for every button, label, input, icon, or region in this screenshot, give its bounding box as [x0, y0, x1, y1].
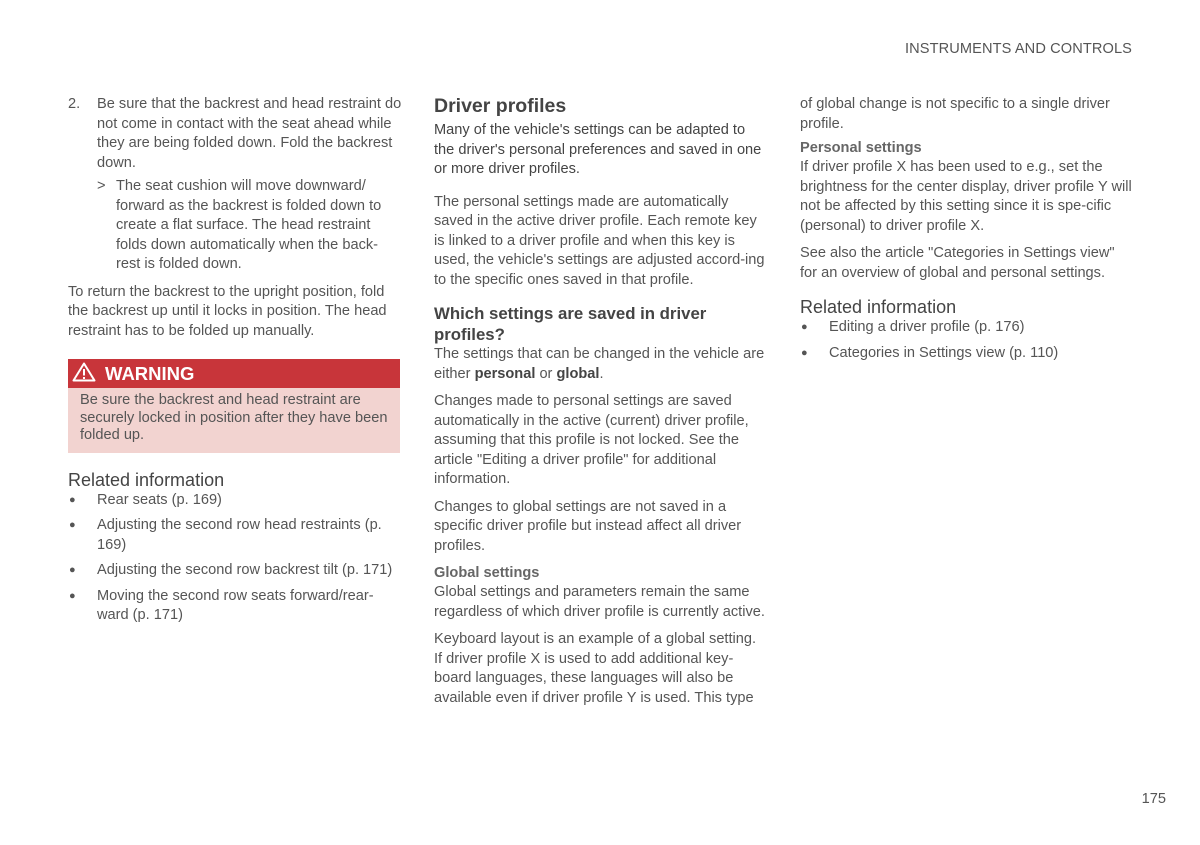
- step-result: [68, 177, 402, 275]
- return-paragraph: To return the backrest to the upright position, fold the backrest up until it locks in position. The head restraint has to be folded up manually.: [68, 283, 387, 339]
- related-heading: Related information: [68, 469, 225, 490]
- related-heading: Related information: [800, 297, 957, 317]
- related-link[interactable]: ● Adjusting the second row head restraints (p. 169): [69, 517, 382, 553]
- paragraph: See also the article "Categories in Settings view" for an overview of global and personal settings.: [800, 245, 1115, 281]
- paragraph: of global change is not specific to a single driver profile.: [800, 96, 1110, 132]
- personal-settings-heading: Personal settings: [800, 140, 922, 156]
- step-item: [68, 95, 402, 173]
- middle-column: [434, 95, 768, 708]
- section-header: INSTRUMENTS AND CONTROLS: [905, 41, 1132, 57]
- related-link[interactable]: ● Categories in Settings view (p. 110): [801, 344, 1059, 361]
- paragraph: Changes made to personal settings are saved automatically in the active (current) driver profile, assuming that this profile is not locked. See the article "Editing a driver profile" for additional information.: [434, 393, 749, 487]
- warning-label: WARNING: [105, 362, 195, 384]
- paragraph: The personal settings made are automatically saved in the active driver profile. Each remote key is linked to a driver profile and when this key is used, the vehicle's settings are adjusted accord-ing to the specific ones saved in that profile.: [434, 193, 765, 288]
- warning-text: Be sure the backrest and head restraint are securely locked in position after they have been folded up.: [80, 392, 388, 443]
- related-link[interactable]: ● Adjusting the second row backrest tilt (p. 171): [69, 562, 393, 578]
- related-link[interactable]: ● Moving the second row seats forward/rear-ward (p. 171): [69, 587, 374, 623]
- step-number: 2.: [68, 96, 81, 112]
- page-title: Driver profiles: [434, 95, 567, 117]
- result-text: The seat cushion will move downward/ forward as the backrest is folded down to create a flat surface. The head restraint folds down automatically when the back-rest is folded down.: [116, 178, 382, 272]
- warning-box: [68, 359, 400, 453]
- related-list: [68, 491, 402, 626]
- warning-header: [68, 359, 400, 388]
- paragraph: The settings that can be changed in the vehicle are either personal or global.: [434, 346, 765, 382]
- paragraph: Global settings and parameters remain the same regardless of which driver profile is currently active.: [434, 584, 765, 620]
- global-settings-heading: Global settings: [434, 565, 540, 581]
- right-column: [800, 95, 1134, 369]
- paragraph: Keyboard layout is an example of a global setting. If driver profile X is used to add additional key-board languages, these languages will also be available even if driver profile Y is used. This type: [434, 631, 757, 706]
- left-column: [68, 95, 402, 632]
- lead-paragraph: Many of the vehicle's settings can be adapted to the driver's personal preferences and saved in one or more driver profiles.: [434, 122, 762, 177]
- related-link[interactable]: ● Rear seats (p. 169): [69, 491, 222, 508]
- related-link[interactable]: ● Editing a driver profile (p. 176): [801, 319, 1025, 335]
- step-text: Be sure that the backrest and head restraint do not come in contact with the seat ahead while they are being folded down. Fold the backrest down.: [97, 96, 402, 171]
- page-number: 175: [1141, 791, 1166, 807]
- warning-triangle-icon: [72, 362, 105, 386]
- result-marker: >: [97, 178, 106, 194]
- paragraph: If driver profile X has been used to e.g., set the brightness for the center display, driver profile Y will not be affected by this setting since it is spe-cific (personal) to driver profile X.: [800, 159, 1132, 234]
- subheading: Which settings are saved in driver profiles?: [434, 304, 707, 344]
- paragraph: Changes to global settings are not saved in a specific driver profile but instead affect all driver profiles.: [434, 498, 742, 554]
- related-list: [800, 318, 1134, 363]
